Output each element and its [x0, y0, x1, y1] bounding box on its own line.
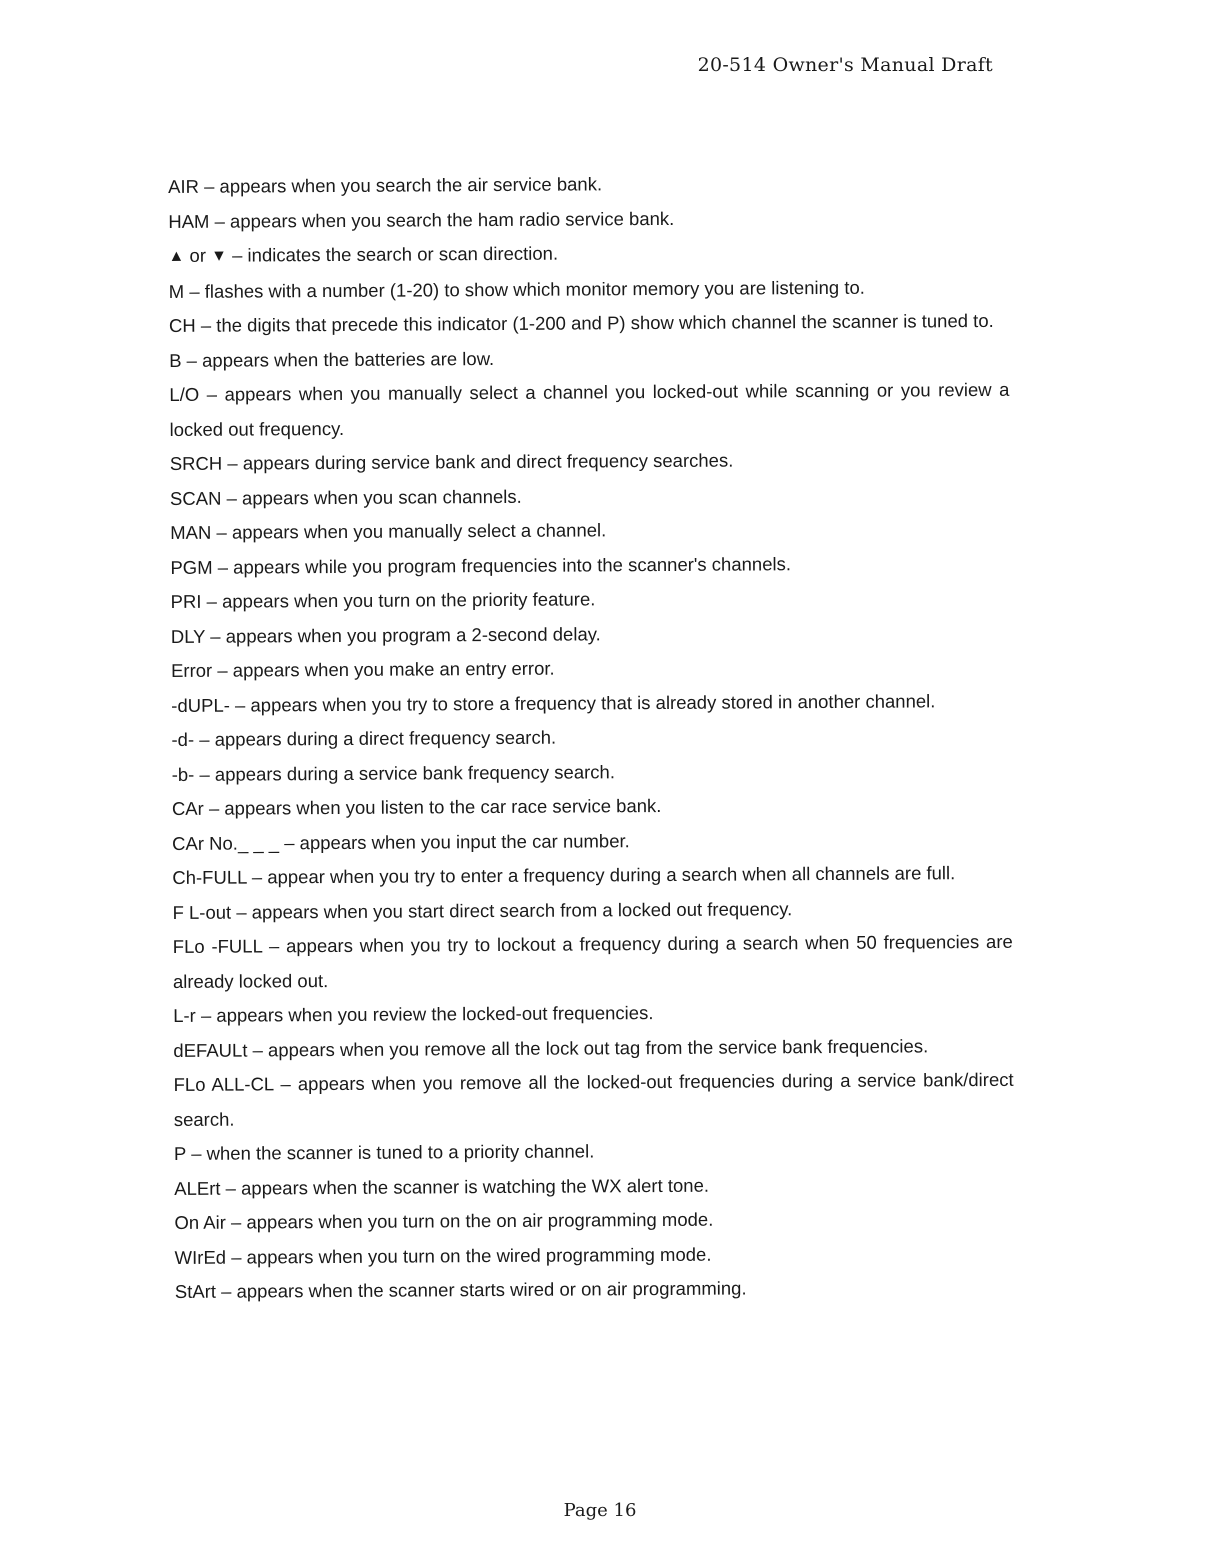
entry-description: appears when you scan channels.	[241, 485, 522, 509]
indicator-list	[168, 165, 1015, 1310]
entry-error	[171, 649, 1011, 689]
entry-description: appears when the batteries are low.	[202, 347, 495, 371]
entry-description: the digits that precede this indicator (1-200 and P) show which channel the scanner is tuned to.	[216, 309, 994, 336]
entry-description: appears when you try to lockout a frequency during a search when 50 frequencies are already locked out.	[172, 930, 1013, 992]
entry-separator: –	[232, 244, 243, 266]
entry-direction	[168, 234, 1008, 275]
up-arrow-icon: ▲	[168, 247, 185, 265]
entry-p	[174, 1132, 1014, 1172]
entry-b	[169, 338, 1009, 378]
entry-term: F L-out	[172, 901, 232, 923]
entry-term: PGM	[170, 556, 213, 578]
entry-description: appears while you program frequencies into the scanner's channels.	[233, 552, 792, 578]
entry-separator: –	[191, 1142, 202, 1164]
entry-separator: –	[236, 901, 247, 923]
entry-term: B	[169, 349, 182, 371]
entry-description: appears when you turn on the wired programming mode.	[246, 1243, 712, 1268]
entry-term: dEFAULt	[173, 1039, 248, 1061]
entry-separator: –	[210, 625, 221, 647]
entry-description: appears when you turn on the priority feature.	[221, 588, 596, 612]
entry-separator: –	[280, 1073, 291, 1095]
entry-description: appears when you manually select a channel.	[231, 519, 607, 543]
entry-separator: –	[217, 659, 228, 681]
entry-description: appears during service bank and direct frequency searches.	[242, 449, 734, 474]
entry-separator: –	[200, 1004, 212, 1026]
entry-separator: –	[225, 1177, 237, 1199]
entry-description: indicates the search or scan direction.	[247, 242, 559, 266]
page-header: 20-514 Owner's Manual Draft	[697, 54, 993, 76]
entry-description: appears during a direct frequency search.	[214, 726, 557, 750]
entry-term: MAN	[170, 521, 212, 543]
entry-separator: –	[186, 349, 198, 371]
entry-ch-full	[172, 856, 1012, 896]
entry-separator: –	[206, 590, 217, 612]
entry-air	[168, 165, 1008, 205]
entry-term: SCAN	[169, 487, 222, 509]
entry-description: when the scanner is tuned to a priority channel.	[206, 1140, 595, 1164]
entry-start	[175, 1270, 1015, 1310]
entry-term: Ch-FULL	[172, 866, 247, 888]
entry-separator: –	[199, 763, 210, 785]
entry-description: appears when the scanner starts wired or on air programming.	[236, 1277, 747, 1302]
entry-term: L-r	[173, 1004, 196, 1026]
entry-term: WIrEd	[174, 1246, 227, 1268]
entry-separator: –	[230, 1211, 242, 1233]
entry-pgm	[170, 545, 1010, 585]
entry-term: Error	[170, 659, 213, 681]
entry-b-search	[172, 752, 1012, 792]
entry-default	[173, 1028, 1013, 1068]
entry-term: -dUPL-	[171, 694, 230, 716]
entry-on-air	[174, 1201, 1014, 1241]
down-arrow-icon: ▼	[211, 247, 228, 265]
entry-separator: –	[231, 1246, 242, 1268]
entry-description: appear when you try to enter a frequency during a search when all channels are full.	[267, 862, 956, 888]
entry-separator: –	[217, 556, 229, 578]
entry-lo	[169, 373, 1009, 447]
entry-term: SRCH	[169, 452, 223, 474]
entry-dupl	[171, 683, 1011, 723]
entry-m	[169, 269, 1009, 309]
entry-description: appears when you program a 2-second delay.	[225, 622, 601, 647]
entry-separator: –	[234, 694, 246, 716]
entry-description: appears when you try to store a frequency that is already stored in another channel.	[250, 689, 936, 716]
entry-description: appears when the scanner is watching the WX alert tone.	[241, 1174, 710, 1199]
entry-term: FLo -FULL	[172, 935, 263, 957]
page-number: Page 16	[563, 1500, 637, 1521]
entry-separator: –	[268, 935, 280, 957]
entry-separator: –	[200, 314, 212, 336]
entry-term: CH	[168, 314, 196, 336]
entry-description: appears when you search the air service bank.	[219, 173, 603, 197]
entry-separator: –	[206, 383, 218, 405]
entry-separator: –	[284, 831, 295, 853]
entry-description: appears when you remove all the locked-out frequencies during a service bank/direct search.	[173, 1068, 1014, 1130]
entry-flo-all-cl	[173, 1063, 1013, 1137]
entry-term: P	[173, 1142, 187, 1164]
entry-car	[172, 787, 1012, 827]
entry-description: appears during a service bank frequency search.	[214, 760, 615, 785]
entry-term: -b-	[171, 763, 195, 785]
entry-term: HAM	[168, 210, 210, 232]
entry-description: appears when you input the car number.	[299, 829, 630, 853]
entry-separator: –	[214, 210, 225, 232]
entry-dly	[171, 614, 1011, 654]
entry-description: appears when you listen to the car race service bank.	[224, 794, 662, 819]
entry-term: StArt	[174, 1280, 217, 1302]
entry-separator: –	[251, 866, 263, 888]
entry-pri	[171, 580, 1011, 620]
entry-separator: –	[208, 797, 220, 819]
entry-l-r	[173, 994, 1013, 1034]
entry-separator: –	[226, 487, 237, 509]
entry-separator: –	[189, 280, 200, 302]
entry-srch	[170, 442, 1010, 482]
entry-term: CAr No._ _ _	[172, 831, 280, 854]
entry-term: PRI	[170, 590, 202, 612]
entry-term: M	[168, 280, 185, 302]
entry-term: DLY	[170, 625, 206, 647]
entry-scan	[170, 476, 1010, 516]
entry-separator: –	[216, 521, 227, 543]
entry-description: flashes with a number (1-20) to show which monitor memory you are listening to.	[204, 276, 865, 302]
entry-term: -d-	[171, 728, 195, 750]
entry-car-no	[172, 821, 1012, 861]
entry-alert	[174, 1166, 1014, 1206]
entry-f-lout	[172, 890, 1012, 930]
entry-term: FLo ALL-CL	[173, 1073, 274, 1095]
entry-separator: –	[204, 175, 215, 197]
entry-description: appears when you turn on the on air programming mode.	[246, 1208, 714, 1233]
entry-man	[170, 511, 1010, 551]
entry-wired	[175, 1235, 1015, 1275]
entry-separator: –	[252, 1038, 263, 1060]
entry-d	[171, 718, 1011, 758]
entry-term: AIR	[168, 175, 200, 197]
entry-separator: –	[221, 1280, 232, 1302]
entry-separator: –	[199, 728, 210, 750]
entry-flo-full	[173, 925, 1013, 999]
entry-term-or: or	[189, 244, 207, 266]
entry-description: appears when you remove all the lock out tag from the service bank frequencies.	[267, 1034, 929, 1060]
entry-term: CAr	[171, 797, 204, 819]
entry-term: On Air	[174, 1211, 226, 1233]
entry-description: appears when you make an entry error.	[232, 657, 555, 681]
entry-ham	[168, 199, 1008, 239]
entry-ch	[169, 304, 1009, 344]
entry-description: appears when you start direct search from a locked out frequency.	[251, 897, 793, 923]
entry-separator: –	[227, 452, 238, 474]
entry-description: appears when you review the locked-out frequencies.	[216, 1002, 654, 1026]
entry-description: appears when you manually select a channel you locked-out while scanning or you review a locked out frequency.	[169, 378, 1010, 440]
entry-term: L/O	[169, 383, 200, 405]
entry-term: ALErt	[174, 1177, 221, 1199]
entry-description: appears when you search the ham radio service bank.	[229, 207, 675, 232]
